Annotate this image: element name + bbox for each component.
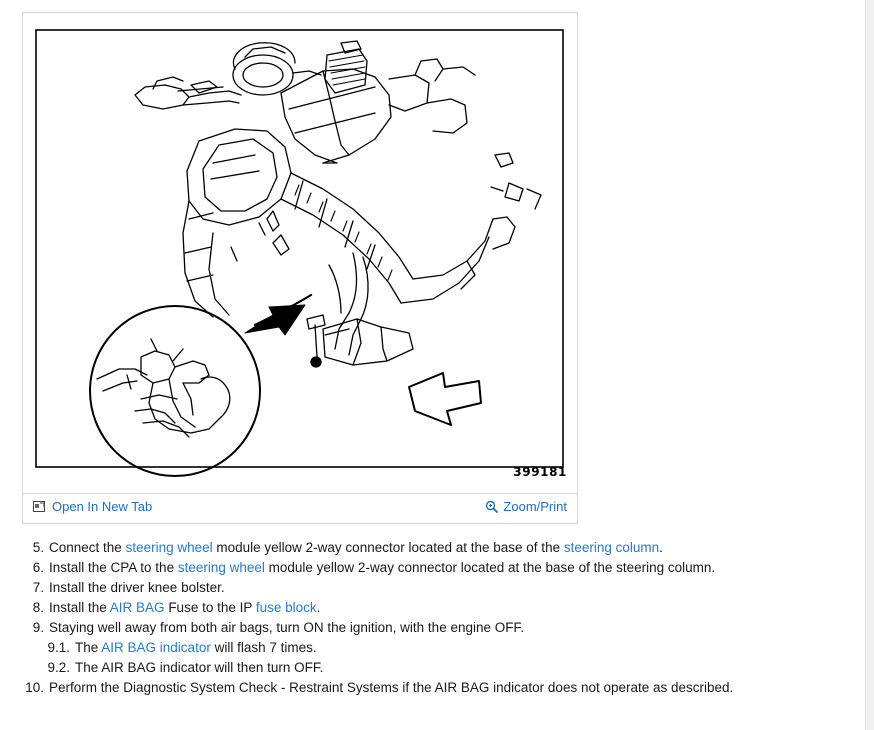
step-text-fragment: module yellow 2-way connector located at the base of the steering column. <box>264 560 716 575</box>
step-number: 8. <box>32 600 44 615</box>
open-in-new-tab-label: Open In New Tab <box>52 499 153 514</box>
figure-image <box>23 13 577 493</box>
step-text-fragment: Staying well away from both air bags, turn ON the ignition, with the engine OFF. <box>49 620 524 635</box>
step-link[interactable]: steering wheel <box>177 560 265 575</box>
step-text <box>49 618 832 638</box>
step-text-fragment: The AIR BAG indicator will then turn OFF. <box>75 660 324 675</box>
step-text-fragment: . <box>659 540 663 555</box>
procedure-step <box>22 598 832 618</box>
procedure-step <box>22 678 832 698</box>
procedure-step <box>22 558 832 578</box>
step-text-fragment: Install the CPA to the <box>49 560 178 575</box>
step-text <box>49 598 832 618</box>
zoom-print-label: Zoom/Print <box>503 499 567 514</box>
step-text-fragment: . <box>316 600 321 615</box>
zoom-print-button[interactable] <box>485 499 567 514</box>
step-link[interactable]: AIR BAG indicator <box>101 640 211 655</box>
procedure-step <box>22 538 832 558</box>
step-text-fragment: Perform the Diagnostic System Check - Restraint Systems if the AIR BAG indicator does not operate as described. <box>49 680 734 695</box>
procedure-step <box>22 578 832 598</box>
figure-number: 399181 <box>513 465 567 479</box>
open-in-new-tab-button[interactable] <box>33 499 152 514</box>
procedure-step <box>22 618 832 638</box>
step-number: 10. <box>25 680 44 695</box>
page-right-gutter <box>865 0 874 730</box>
procedure-step <box>22 638 832 658</box>
step-text <box>75 658 832 678</box>
step-text <box>49 538 832 558</box>
step-text-fragment: Install the driver knee bolster. <box>49 580 225 595</box>
step-text-fragment: Fuse to the IP <box>164 600 256 615</box>
procedure-step <box>22 658 832 678</box>
step-text-fragment: will flash 7 times. <box>210 640 317 655</box>
step-text <box>49 678 832 698</box>
step-text-fragment: The <box>75 640 102 655</box>
step-number: 9.2. <box>47 660 70 675</box>
step-number: 7. <box>32 580 44 595</box>
step-text <box>49 558 832 578</box>
step-link[interactable]: steering column <box>563 540 660 555</box>
magnifier-icon <box>485 500 498 513</box>
step-text <box>49 578 832 598</box>
step-link[interactable]: steering wheel <box>125 540 213 555</box>
figure-toolbar <box>23 493 577 523</box>
step-text <box>75 638 832 658</box>
open-in-new-tab-icon <box>33 500 46 513</box>
figure-panel <box>22 12 578 524</box>
step-number: 9. <box>32 620 44 635</box>
step-link[interactable]: AIR BAG <box>109 600 165 615</box>
step-text-fragment: module yellow 2-way connector located at the base of the <box>212 540 564 555</box>
step-number: 9.1. <box>47 640 70 655</box>
procedure-steps <box>22 538 832 698</box>
step-text-fragment: Connect the <box>49 540 126 555</box>
step-link[interactable]: fuse block <box>255 600 317 615</box>
step-text-fragment: Install the <box>49 600 110 615</box>
step-number: 5. <box>32 540 44 555</box>
step-number: 6. <box>32 560 44 575</box>
